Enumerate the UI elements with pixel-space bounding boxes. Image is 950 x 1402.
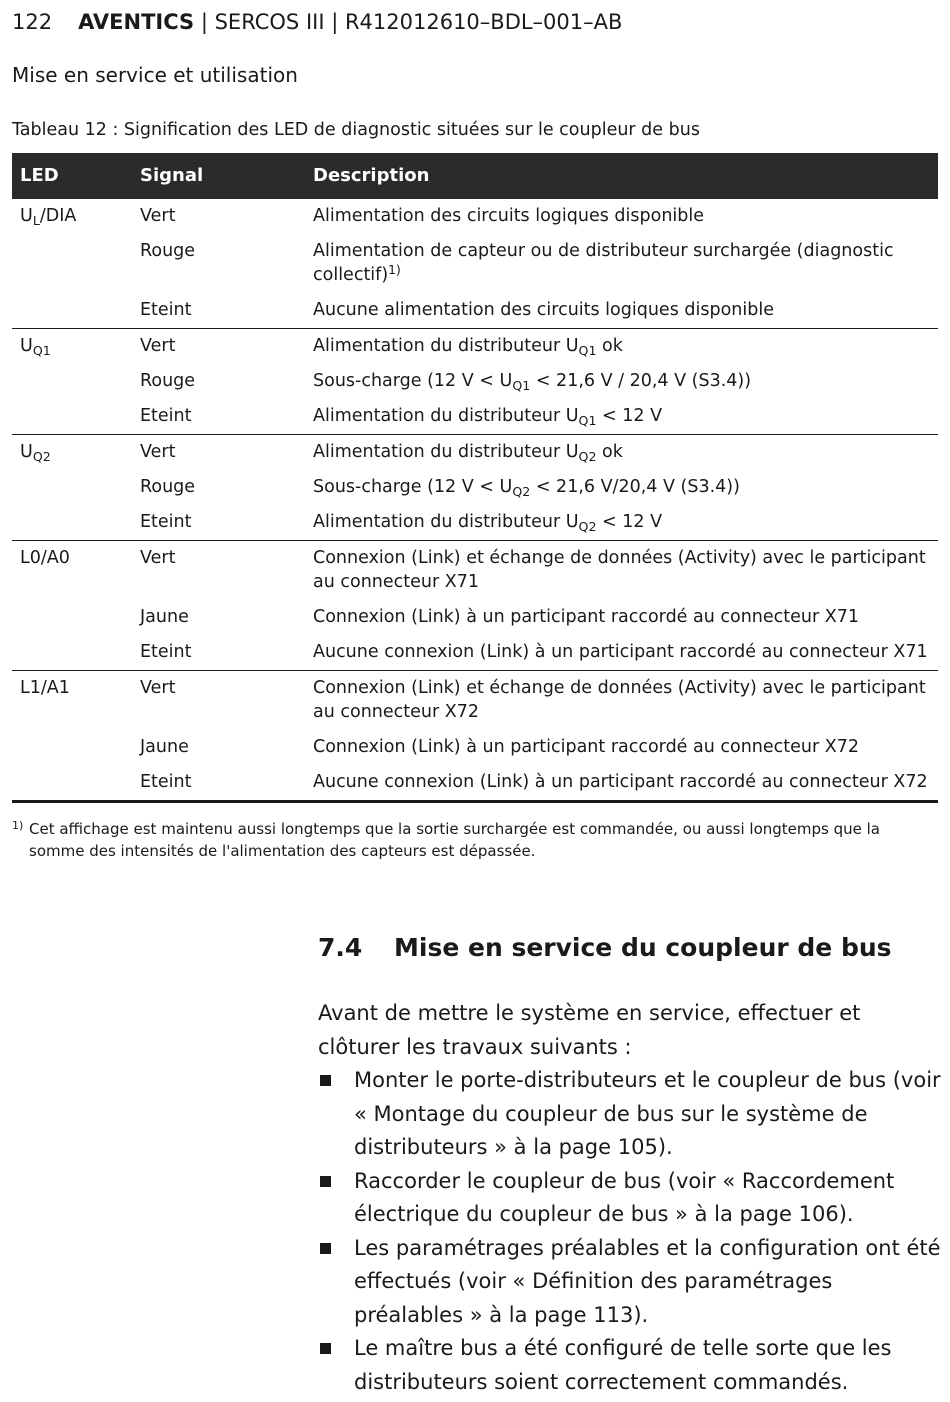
table-row bbox=[12, 293, 938, 329]
description-cell: Aucune alimentation des circuits logiques disponible bbox=[313, 300, 774, 320]
table-row bbox=[12, 671, 938, 731]
description-cell: Connexion (Link) et échange de données (Activity) avec le participant au connecteur X71 bbox=[305, 541, 938, 601]
section-number: 7.4 bbox=[318, 933, 363, 962]
led-l1-a1: L1/A1 bbox=[12, 671, 132, 731]
description-cell: Alimentation de capteur ou de distributeur surchargée (diagnostic collectif)$^{1)}$ bbox=[313, 241, 894, 285]
section-heading bbox=[318, 933, 892, 962]
brand-name: AVENTICS bbox=[78, 10, 195, 34]
header-led: LED bbox=[12, 153, 132, 199]
signal-cell: Rouge bbox=[140, 371, 196, 391]
description-cell: Connexion (Link) à un participant raccordé au connecteur X71 bbox=[313, 607, 860, 627]
led-diagnostic-table bbox=[12, 153, 938, 803]
signal-cell: Jaune bbox=[140, 737, 189, 757]
description-cell: Alimentation du distributeur $U_{Q2}$ ok bbox=[305, 435, 938, 471]
square-bullet-icon bbox=[320, 1176, 331, 1187]
footnote-mark: 1) bbox=[12, 819, 24, 832]
description-cell: Alimentation du distributeur $U_{Q2} < 12$ V bbox=[313, 512, 663, 534]
page-header bbox=[12, 10, 622, 34]
led-l0-a0: L0/A0 bbox=[12, 541, 132, 601]
table-row bbox=[12, 234, 938, 293]
section-intro: Avant de mettre le système en service, effectuer et clôturer les travaux suivants : bbox=[318, 1001, 861, 1059]
signal-cell: Vert bbox=[132, 329, 305, 365]
signal-cell: Eteint bbox=[140, 642, 192, 662]
table-row bbox=[12, 541, 938, 601]
description-cell: Sous-charge (12 $V < U_{Q2} < 21,6$ V/20,4 V (S3.4)) bbox=[313, 477, 740, 499]
signal-cell: Vert bbox=[132, 435, 305, 471]
table-row bbox=[12, 635, 938, 671]
description-cell: Alimentation des circuits logiques disponible bbox=[313, 206, 705, 226]
signal-cell: Rouge bbox=[140, 477, 196, 497]
table-footnote bbox=[12, 818, 938, 862]
signal-cell: Rouge bbox=[140, 241, 196, 261]
table-row bbox=[12, 505, 938, 541]
footnote-reference: 1) bbox=[388, 262, 401, 277]
signal-cell: Jaune bbox=[140, 607, 189, 627]
square-bullet-icon bbox=[320, 1343, 331, 1354]
description-cell: Alimentation du distributeur $U_{Q1}$ ok bbox=[305, 329, 938, 365]
description-cell: Connexion (Link) et échange de données (Activity) avec le participant au connecteur X72 bbox=[305, 671, 938, 731]
table-row bbox=[12, 765, 938, 802]
signal-cell: Vert bbox=[140, 206, 176, 226]
signal-cell: Vert bbox=[132, 541, 305, 601]
led-uq1: $U_{Q1}$ bbox=[12, 329, 132, 365]
table-row bbox=[12, 329, 938, 365]
footnote-text: Cet affichage est maintenu aussi longtemps que la sortie surchargée est commandée, ou aussi longtemps que la somme des intensités de l'alimentation des capteurs est dépassée. bbox=[29, 820, 881, 860]
led-ul-dia: $U_L$/DIA bbox=[20, 206, 77, 228]
table-row bbox=[12, 435, 938, 471]
description-cell: Connexion (Link) à un participant raccordé au connecteur X72 bbox=[313, 737, 860, 757]
signal-cell: Eteint bbox=[140, 512, 192, 532]
table-header-row bbox=[12, 153, 938, 199]
header-signal: Signal bbox=[132, 153, 305, 199]
description-cell: Aucune connexion (Link) à un participant raccordé au connecteur X72 bbox=[305, 765, 938, 802]
signal-cell: Vert bbox=[132, 671, 305, 731]
list-item: Monter le porte-distributeurs et le coupleur de bus (voir « Montage du coupleur de bus sur le système de distributeurs » à la page 105). bbox=[318, 1064, 943, 1165]
description-cell: Alimentation du distributeur $U_{Q1} < 12$ V bbox=[313, 406, 663, 428]
description-cell: Aucune connexion (Link) à un participant raccordé au connecteur X71 bbox=[313, 642, 928, 662]
section-title: Mise en service du coupleur de bus bbox=[394, 933, 892, 962]
section-label: Mise en service et utilisation bbox=[12, 63, 298, 87]
prerequisite-list bbox=[318, 1064, 943, 1399]
document-reference: | SERCOS III | R412012610–BDL–001–AB bbox=[194, 10, 623, 34]
table-caption: Tableau 12 : Signification des LED de diagnostic situées sur le coupleur de bus bbox=[12, 120, 700, 140]
table-row bbox=[12, 470, 938, 505]
signal-cell: Eteint bbox=[140, 300, 192, 320]
header-description: Description bbox=[305, 153, 938, 199]
table-row bbox=[12, 364, 938, 399]
description-cell: Sous-charge (12 $V < U_{Q1} < 21,6$ V / 20,4 V (S3.4)) bbox=[313, 371, 752, 393]
signal-cell: Eteint bbox=[132, 765, 305, 802]
signal-cell: Eteint bbox=[140, 406, 192, 426]
list-item: Le maître bus a été configuré de telle sorte que les distributeurs soient correctement commandés. bbox=[318, 1332, 943, 1399]
list-item: Raccorder le coupleur de bus (voir « Raccordement électrique du coupleur de bus » à la page 106). bbox=[318, 1165, 943, 1232]
table-row bbox=[12, 600, 938, 635]
table-row bbox=[12, 399, 938, 435]
list-item: Les paramétrages préalables et la configuration ont été effectués (voir « Définition des paramétrages préalables » à la page 113). bbox=[318, 1232, 943, 1333]
page-number: 122 bbox=[12, 10, 53, 34]
table-row bbox=[12, 730, 938, 765]
led-uq2: $U_{Q2}$ bbox=[12, 435, 132, 471]
square-bullet-icon bbox=[320, 1075, 331, 1086]
square-bullet-icon bbox=[320, 1243, 331, 1254]
table-row bbox=[12, 199, 938, 234]
